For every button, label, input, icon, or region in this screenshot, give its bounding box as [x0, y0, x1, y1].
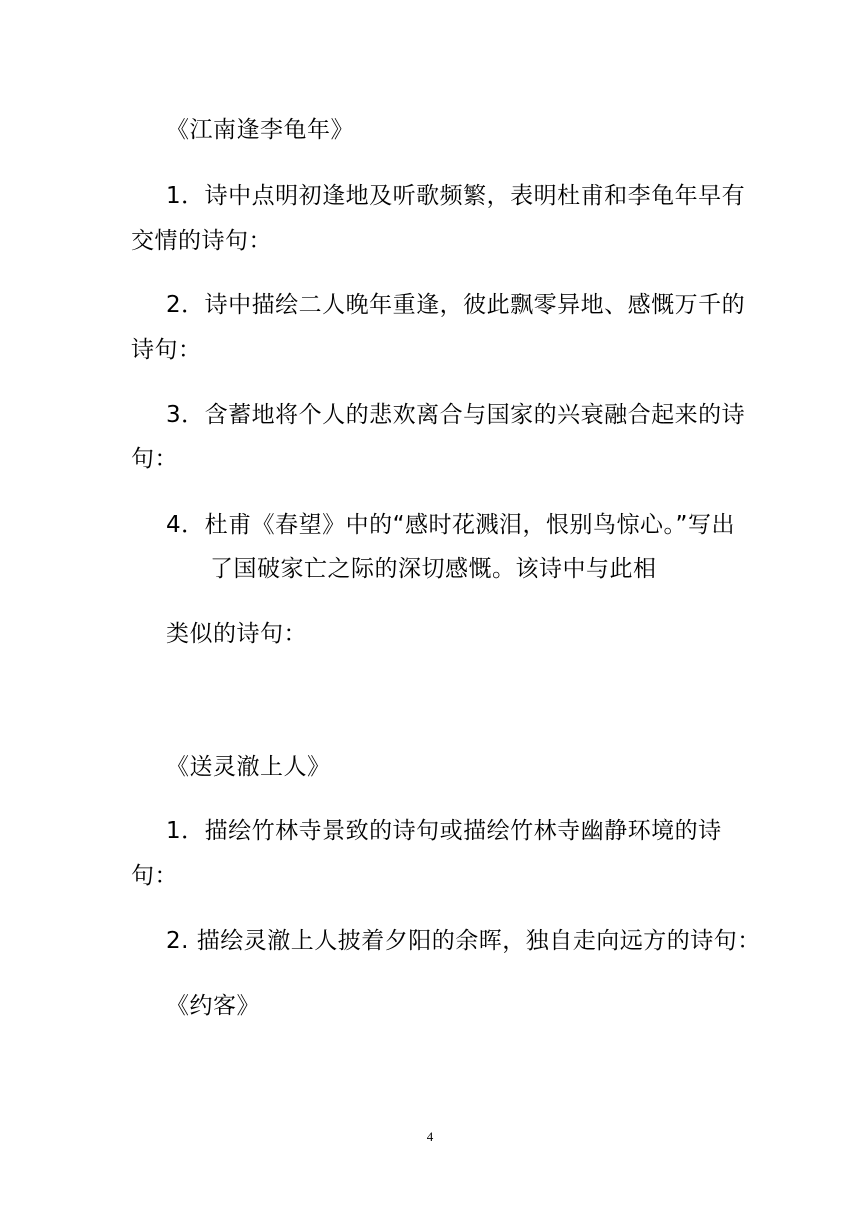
- question-2-line-2: 诗句：: [131, 337, 202, 363]
- question-2-line-1: 2．诗中描绘二人晚年重逢，彼此飘零异地、感慨万千的: [166, 292, 746, 318]
- page-number: 4: [426, 1129, 434, 1144]
- section-title-songlingche: 《送灵澈上人》: [166, 754, 331, 780]
- section-title-jiangnan: 《江南逢李龟年》: [166, 117, 354, 143]
- question-1-line-1: 1．诗中点明初逢地及听歌频繁，表明杜甫和李龟年早有: [166, 183, 746, 209]
- question-4-line-2: 了国破家亡之际的深切感慨。该诗中与此相: [210, 556, 657, 582]
- question-3-line-2: 句：: [131, 446, 178, 472]
- question-1-line-2: 交情的诗句：: [131, 228, 272, 254]
- question-4-line-3: 类似的诗句：: [166, 621, 307, 647]
- question-5-line-1: 1．描绘竹林寺景致的诗句或描绘竹林寺幽静环境的诗: [166, 818, 722, 844]
- question-3-line-1: 3．含蓄地将个人的悲欢离合与国家的兴衰融合起来的诗: [166, 402, 746, 428]
- section-title-yueke: 《约客》: [166, 993, 260, 1019]
- question-6-line-1: 2. 描绘灵澈上人披着夕阳的余晖，独自走向远方的诗句：: [166, 928, 761, 954]
- question-5-line-2: 句：: [131, 863, 178, 889]
- question-4-line-1: 4．杜甫《春望》中的“感时花溅泪，恨别鸟惊心。”写出: [166, 512, 735, 538]
